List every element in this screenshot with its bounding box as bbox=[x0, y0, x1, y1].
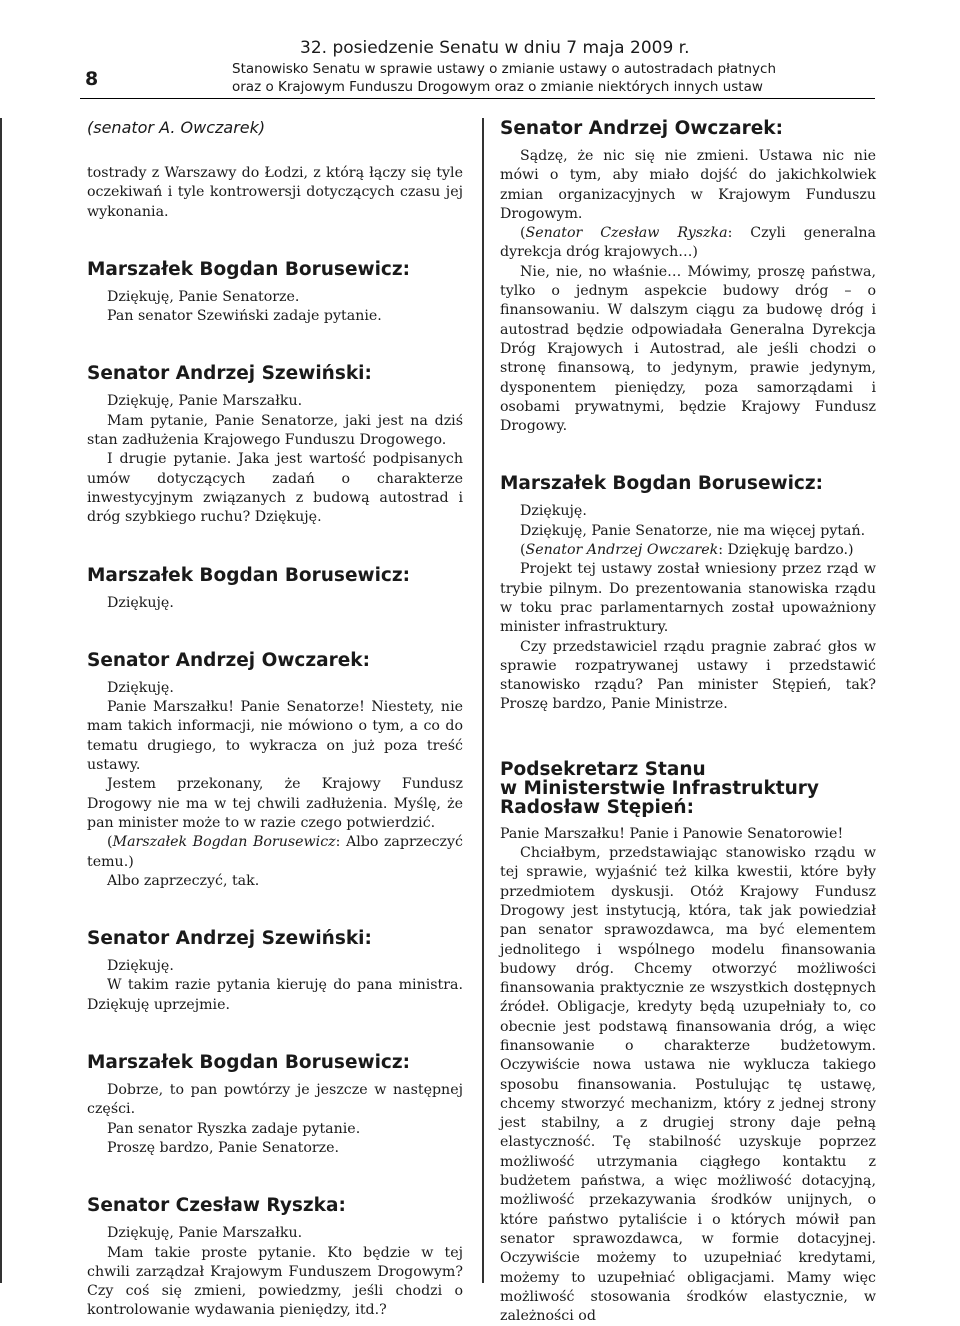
header-rule bbox=[80, 98, 875, 99]
paragraph: Nie, nie, no właśnie… Mówimy, proszę państwa, tylko o jednym aspekcie budowy dróg – o finansowaniu. W dalszym ciągu za budowę dróg i autostrad będzie odpowiadała Generalna Dyrekcja Dróg Krajowych i Autostrad, ale jeśli chodzi o stronę finansową, to jedynym, prawie jedynym, dysponentem pieniędzy, poza samorządami i osobami prywatnymi, będzie Krajowy Fundusz Drogowy. bbox=[500, 263, 876, 435]
paragraph: Pan senator Ryszka zadaje pytanie. bbox=[107, 1120, 361, 1137]
paragraph: Mam takie proste pytanie. Kto będzie w tej chwili zarządzał Krajowym Funduszem Drogowym? Czy coś się zmieni, powiedzmy, jeśli chodzi o kontrolowanie wydawania pieniędzy, itd.? bbox=[87, 1244, 463, 1319]
page-header bbox=[0, 0, 960, 100]
paragraph: Panie Marszałku! Panie i Panowie Senatorowie! bbox=[500, 825, 844, 842]
paragraph: Czy przedstawiciel rządu pragnie zabrać głos w sprawie rozpatrywanej ustawy i przedstawić stanowisko rządu? Pan minister Stępień, tak? Proszę bardzo, Panie Ministrze. bbox=[500, 638, 876, 713]
left-margin-rule bbox=[0, 118, 2, 1283]
paragraph: Chciałbym, przedstawiając stanowisko rządu w tej sprawie, wyjaśnić też kilka kwestii, które były przedmiotem dyskusji. Otóż Krajowy Fundusz Drogowy jest instytucją, która, tak jak powiedział pan senator sprawozdawca, ma być elementem jednolitego i wspólnego modelu finansowania budowy dróg. Chcemy otworzyć możliwości finansowania praktycznie ze wszystkich dostępnych źródeł. Obligacje, kredyty będą uzupełniały to, co obecnie jest podstawą finansowania dróg, a więc finansowanie o charakterze budżetowym. Oczywiście nowa ustawa nie wyklucza takiego sposobu finansowania. Postulując tę ustawę, chcemy stworzyć mechanizm, który z jednej strony jest stabilny, a z drugiej strony daje pełną elastyczność. Tę stabilność uzyskuje poprzez możliwość utrzymania ciągłego kontaktu z budżetem państwa, a więc możliwość dotacyjną, możliwość przekazywania środków unijnych, o które państwo pytaliście i o których mówił pan senator sprawozdawca, w formie dotacyjnej. Oczywiście możemy to uzupełniać kredytami, możemy to uzupełniać obligacjami. Mamy więc możliwość stosowania środków elastycznie, w zależności od bbox=[500, 845, 876, 1325]
interjection: (Marszałek Bogdan Borusewicz: Albo zaprzeczyć temu.) bbox=[87, 834, 463, 870]
speaker-heading-minister bbox=[500, 760, 876, 817]
paragraph: I drugie pytanie. Jaka jest wartość podpisanych umów dotyczących zadań o charakterze inwestycyjnym związanych z budową autostrad i dróg szybkiego ruchu? Dziękuję. bbox=[87, 451, 463, 526]
paragraph: Pan senator Szewiński zadaje pytanie. bbox=[107, 308, 382, 325]
paragraph: Projekt tej ustawy został wniesiony przez rząd w trybie pilnym. Do prezentowania stanowiska rządu w toku prac parlamentarnych został upoważniony minister infrastruktury. bbox=[500, 561, 876, 636]
speaker-heading: Senator Andrzej Szewiński: bbox=[87, 363, 372, 385]
column-divider bbox=[482, 118, 484, 1283]
interjection: (Senator Andrzej Owczarek: Dziękuję bardzo.) bbox=[520, 542, 854, 559]
paragraph: tostrady z Warszawy do Łodzi, z którą łączy się tyle oczekiwań i tyle kontrowersji dotyczących czasu jej wykonania. bbox=[87, 165, 463, 220]
header-subtitle-line2: oraz o Krajowym Funduszu Drogowym oraz o zmianie niektórych innych ustaw bbox=[232, 79, 763, 95]
speaker-heading: Senator Andrzej Szewiński: bbox=[87, 928, 372, 950]
right-column bbox=[500, 118, 876, 1326]
paragraph: Dziękuję, Panie Marszałku. bbox=[107, 1225, 303, 1242]
header-title: 32. posiedzenie Senatu w dniu 7 maja 2009 r. bbox=[300, 38, 690, 58]
paragraph: W takim razie pytania kieruję do pana ministra. Dziękuję uprzejmie. bbox=[87, 977, 463, 1013]
interjection: (Senator Czesław Ryszka: Czyli generalna dyrekcja dróg krajowych…) bbox=[500, 225, 876, 261]
speaker-heading: Marszałek Bogdan Borusewicz: bbox=[87, 1052, 411, 1074]
paragraph: Jestem przekonany, że Krajowy Fundusz Drogowy nie ma w tej chwili zadłużenia. Myślę, że pan minister może to w razie czego potwierdzić. bbox=[87, 776, 463, 831]
speaker-heading: Marszałek Bogdan Borusewicz: bbox=[87, 258, 411, 280]
paragraph: Proszę bardzo, Panie Senatorze. bbox=[107, 1139, 340, 1156]
paragraph: Dziękuję. bbox=[520, 503, 587, 520]
paragraph: Dziękuję. bbox=[107, 594, 174, 611]
interjection-speaker: Marszałek Bogdan Borusewicz bbox=[112, 834, 336, 851]
speaker-heading: Senator Czesław Ryszka: bbox=[87, 1195, 346, 1217]
paragraph: Dziękuję, Panie Senatorze, nie ma więcej pytań. bbox=[520, 522, 866, 539]
paragraph: Panie Marszałku! Panie Senatorze! Niestety, nie mam takich informacji, nie mówiono o tym, a co do tematu drugiego, to wykracza on już poza treść ustawy. bbox=[87, 699, 463, 774]
heading-line: Podsekretarz Stanu bbox=[500, 758, 706, 780]
paragraph: Dobrze, to pan powtórzy je jeszcze w następnej części. bbox=[87, 1082, 463, 1118]
header-subtitle-line1: Stanowisko Senatu w sprawie ustawy o zmianie ustawy o autostradach płatnych bbox=[232, 61, 777, 77]
continued-speaker-note: (senator A. Owczarek) bbox=[87, 118, 266, 137]
speaker-heading: Senator Andrzej Owczarek: bbox=[500, 118, 784, 139]
speaker-heading: Marszałek Bogdan Borusewicz: bbox=[500, 473, 824, 495]
paragraph: Dziękuję, Panie Marszałku. bbox=[107, 393, 303, 410]
paragraph: Albo zaprzeczyć, tak. bbox=[107, 872, 260, 889]
speaker-heading: Senator Andrzej Owczarek: bbox=[87, 649, 371, 671]
paragraph: Mam pytanie, Panie Senatorze, jaki jest na dziś stan zadłużenia Krajowego Funduszu Drogowego. bbox=[87, 412, 463, 449]
paragraph: Sądzę, że nic się nie zmieni. Ustawa nic nie mówi o tym, aby miało dojść do jakichkolwiek zmian organizacyjnych w Krajowym Funduszu Drogowym. bbox=[500, 148, 876, 222]
page-number: 8 bbox=[85, 68, 99, 90]
left-column bbox=[87, 118, 463, 1321]
heading-line: w Ministerstwie Infrastruktury bbox=[500, 777, 819, 799]
interjection-speaker: Senator Czesław Ryszka bbox=[525, 225, 728, 242]
speaker-heading: Marszałek Bogdan Borusewicz: bbox=[87, 564, 411, 586]
interjection-speaker: Senator Andrzej Owczarek bbox=[525, 542, 719, 559]
heading-line: Radosław Stępień: bbox=[500, 796, 694, 818]
paragraph: Dziękuję. bbox=[107, 679, 174, 696]
paragraph: Dziękuję. bbox=[107, 958, 174, 975]
paragraph: Dziękuję, Panie Senatorze. bbox=[107, 288, 300, 305]
